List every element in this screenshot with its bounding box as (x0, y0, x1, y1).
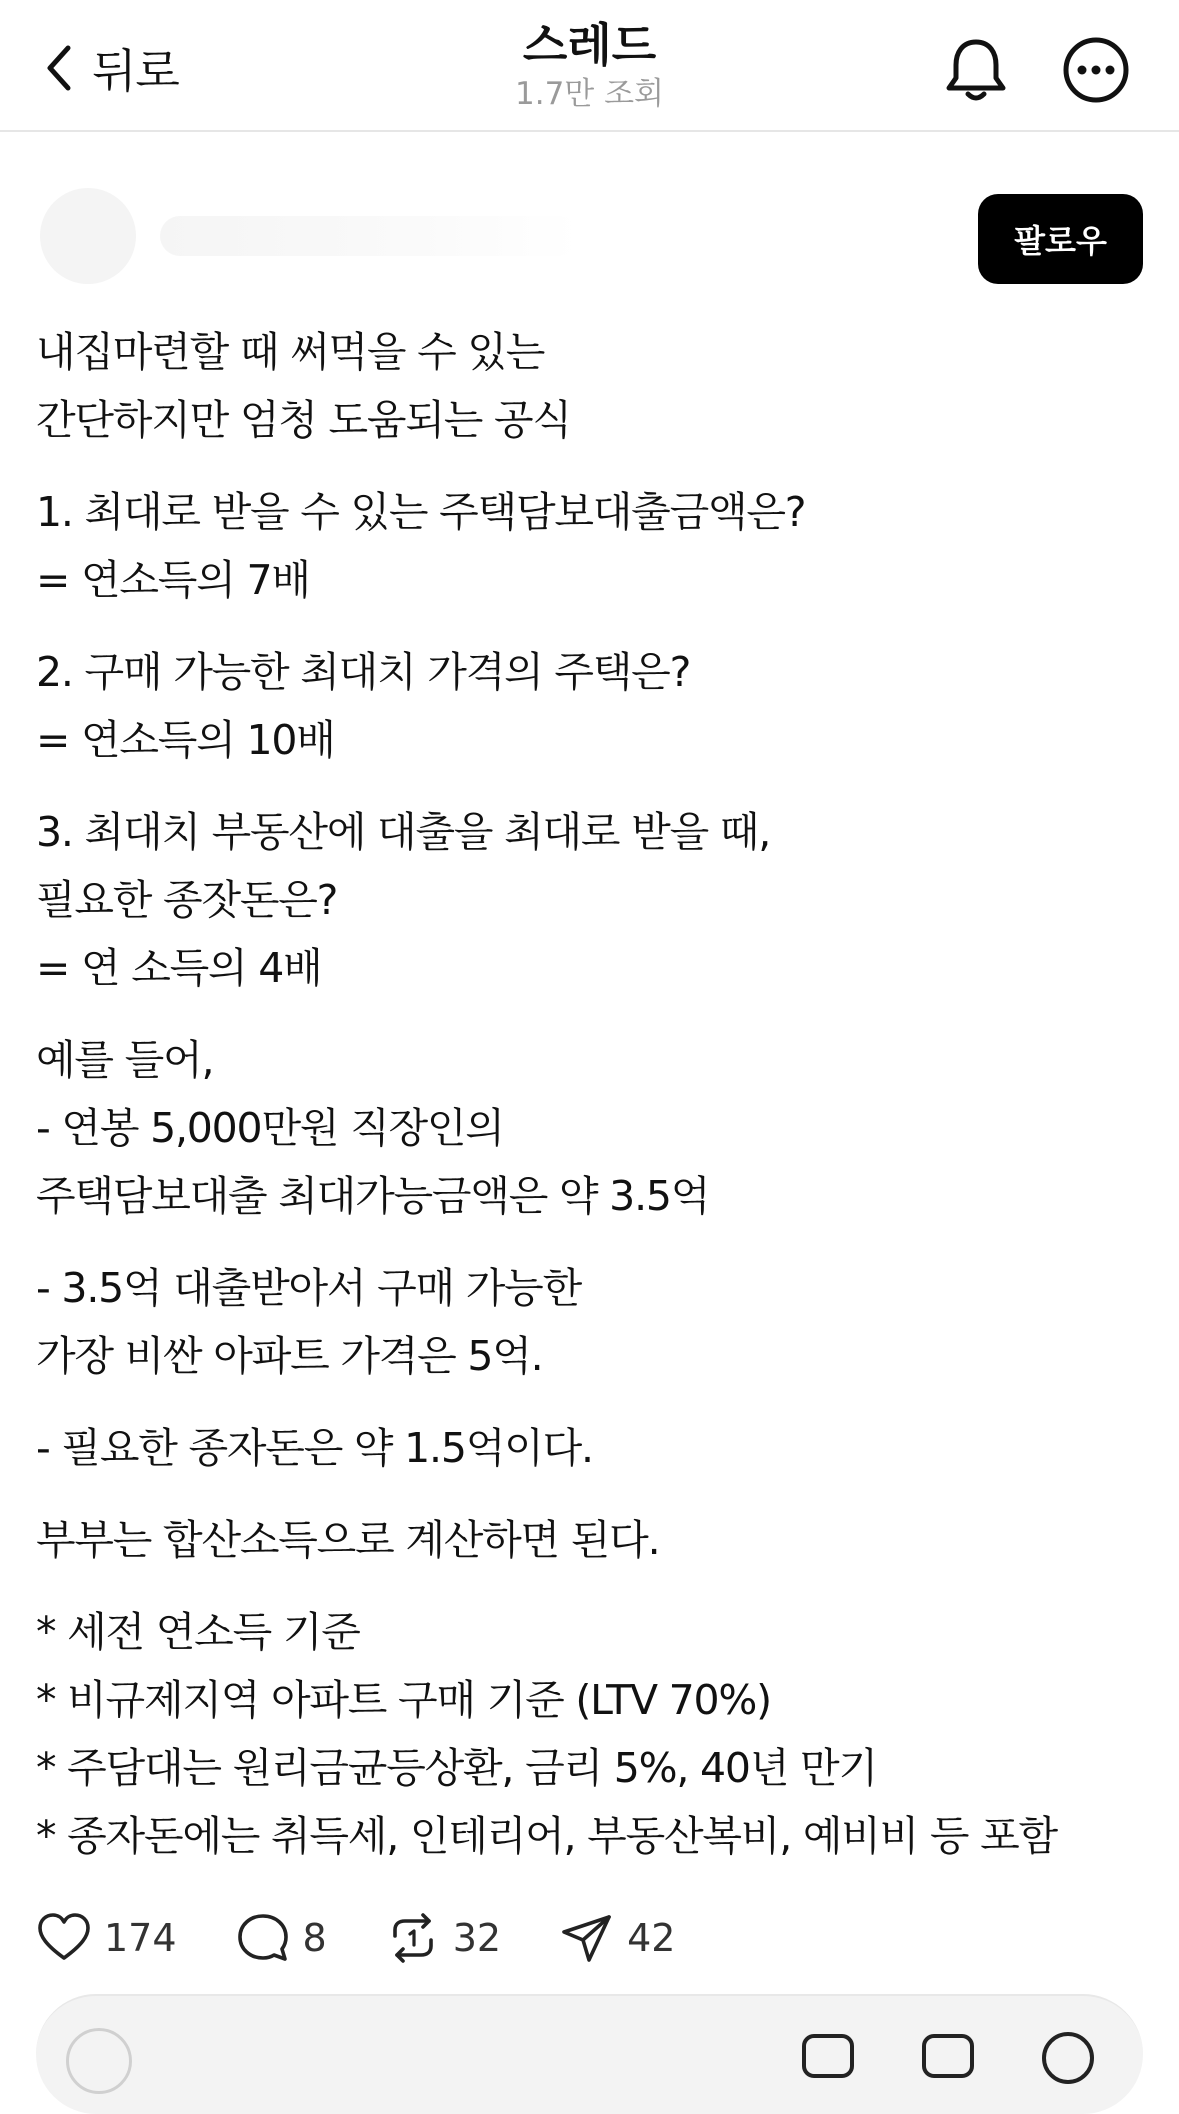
comment-count: 8 (302, 1916, 327, 1960)
like-button[interactable] (36, 1910, 177, 1966)
post-text-line: 내집마련할 때 써먹을 수 있는 (36, 328, 545, 376)
post-text-line: 간단하지만 엄청 도움되는 공식 (36, 396, 571, 444)
post-text-line: 3. 최대치 부동산에 대출을 최대로 받을 때, (36, 808, 771, 856)
comment-button[interactable] (235, 1910, 327, 1966)
post-paragraph (36, 478, 1146, 614)
image-icon (916, 2075, 980, 2094)
reply-input[interactable] (156, 2026, 760, 2078)
post-text-line: - 필요한 종자돈은 약 1.5억이다. (36, 1424, 593, 1472)
notification-button[interactable] (940, 34, 1012, 106)
author-name-blurred[interactable] (160, 216, 580, 256)
post-text-line: 필요한 종잣돈은? (36, 876, 338, 924)
post-paragraph (36, 1414, 1146, 1482)
reply-avatar (66, 2028, 132, 2094)
more-horizontal-icon (1060, 91, 1132, 110)
page-title: 스레드 (522, 18, 657, 72)
comment-icon (235, 1910, 291, 1966)
gif-icon (796, 2075, 860, 2094)
repost-icon (385, 1910, 441, 1966)
post-paragraph (36, 1506, 1146, 1574)
post-actions (36, 1900, 733, 1976)
post-text-line: * 종자돈에는 취득세, 인테리어, 부동산복비, 예비비 등 포함 (36, 1812, 1057, 1860)
reply-image-button[interactable] (916, 2026, 980, 2090)
top-navigation-bar (0, 0, 1179, 132)
post-text-line: 2. 구매 가능한 최대치 가격의 주택은? (36, 648, 691, 696)
post-paragraph (36, 1254, 1146, 1390)
author-row (0, 132, 1179, 292)
mic-icon (1036, 2075, 1100, 2094)
reply-mic-button[interactable] (1036, 2026, 1100, 2090)
share-button[interactable] (559, 1910, 675, 1966)
share-count: 42 (627, 1916, 676, 1960)
post-text-line: - 3.5억 대출받아서 구매 가능한 (36, 1264, 581, 1312)
post-text-line: * 비규제지역 아파트 구매 기준 (LTV 70%) (36, 1676, 771, 1724)
post-text-line: = 연소득의 7배 (36, 556, 310, 604)
send-icon (559, 1910, 615, 1966)
heart-icon (36, 1910, 92, 1966)
post-text-line: 1. 최대로 받을 수 있는 주택담보대출금액은? (36, 488, 806, 536)
repost-count: 32 (452, 1916, 502, 1960)
post-paragraph (36, 798, 1146, 1002)
post-text-line: = 연 소득의 4배 (36, 944, 322, 992)
post-text-line: 주택담보대출 최대가능금액은 약 3.5억 (36, 1172, 710, 1220)
repost-button[interactable] (385, 1910, 501, 1966)
view-count: 1.7만 조회 (515, 76, 664, 112)
more-options-button[interactable] (1060, 34, 1132, 106)
post-text-line: * 주담대는 원리금균등상환, 금리 5%, 40년 만기 (36, 1744, 877, 1792)
post-text-line: 예를 들어, (36, 1036, 214, 1084)
post-paragraph (36, 638, 1146, 774)
post-text (36, 318, 1146, 1894)
post-text-line: 부부는 합산소득으로 계산하면 된다. (36, 1516, 660, 1564)
reply-gif-button[interactable] (796, 2026, 860, 2090)
post-paragraph (36, 1026, 1146, 1230)
follow-button[interactable]: 팔로우 (978, 194, 1143, 284)
reply-bar (36, 1994, 1143, 2114)
post-text-line: = 연소득의 10배 (36, 716, 335, 764)
post-text-line: 가장 비싼 아파트 가격은 5억. (36, 1332, 543, 1380)
post-paragraph (36, 318, 1146, 454)
bell-icon (940, 91, 1012, 110)
post-text-line: * 세전 연소득 기준 (36, 1608, 360, 1656)
like-count: 174 (104, 1916, 177, 1960)
post-text-line: - 연봉 5,000만원 직장인의 (36, 1104, 504, 1152)
avatar[interactable] (40, 188, 136, 284)
post-paragraph (36, 1598, 1146, 1870)
back-label: 뒤로 (92, 44, 179, 98)
